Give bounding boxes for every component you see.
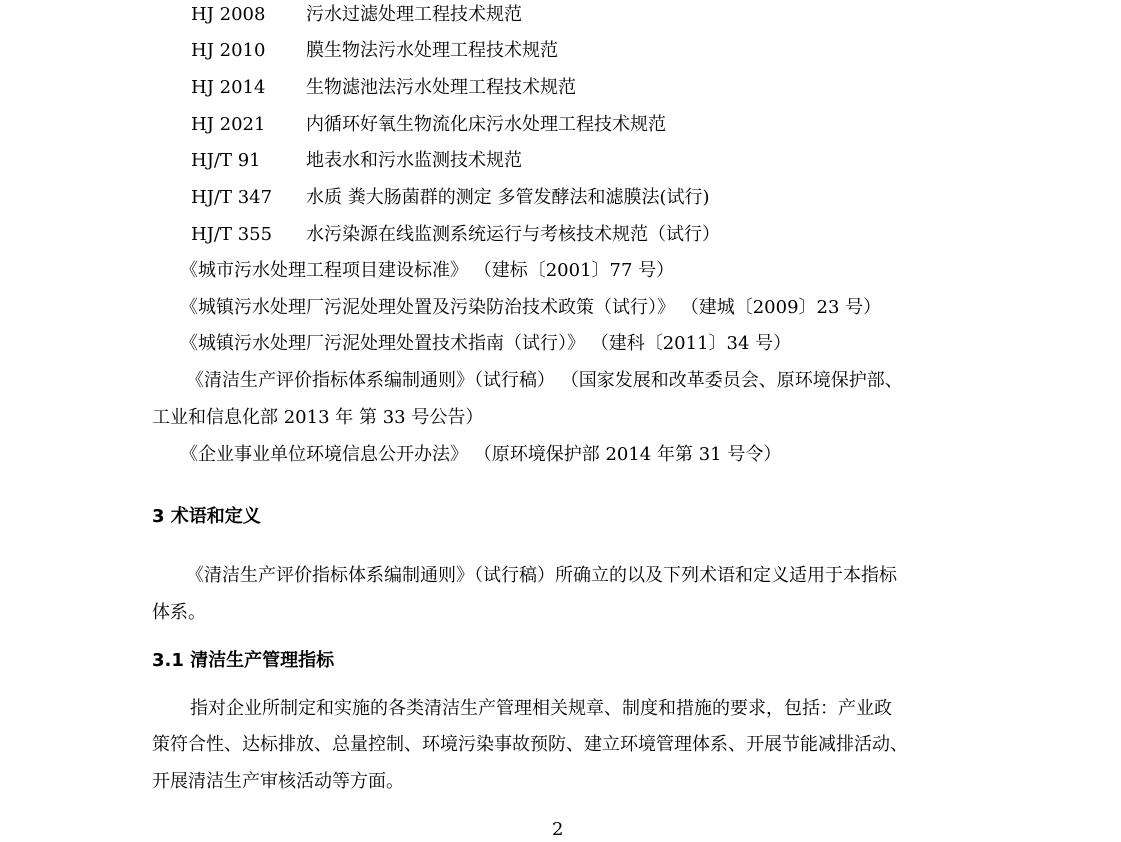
standard-title: 水质 粪大肠菌群的测定 多管发酵法和滤膜法(试行) [306, 187, 710, 208]
standard-code: HJ 2021 [191, 114, 266, 135]
standard-code: HJ 2014 [191, 77, 266, 98]
standard-title: 地表水和污水监测技术规范 [306, 150, 522, 171]
reference-document: 《清洁生产评价指标体系编制通则》（试行稿） （国家发展和改革委员会、原环境保护部、 [186, 370, 903, 391]
standard-code: HJ 2010 [191, 40, 266, 61]
standard-title: 生物滤池法污水处理工程技术规范 [306, 77, 576, 98]
standard-title: 污水过滤处理工程技术规范 [306, 4, 522, 25]
paragraph-line: 《清洁生产评价指标体系编制通则》（试行稿）所确立的以及下列术语和定义适用于本指标 [186, 565, 897, 586]
paragraph-line: 指对企业所制定和实施的各类清洁生产管理相关规章、制度和措施的要求，包括：产业政 [190, 698, 892, 719]
reference-document: 《企业事业单位环境信息公开办法》 （原环境保护部 2014 年第 31 号令） [180, 444, 782, 465]
reference-document: 《城镇污水处理厂污泥处理处置技术指南（试行）》 （建科〔2011〕34 号） [180, 333, 792, 354]
standard-title: 水污染源在线监测系统运行与考核技术规范（试行） [306, 224, 720, 245]
paragraph-line: 策符合性、达标排放、总量控制、环境污染事故预防、建立环境管理体系、开展节能减排活动、 [152, 734, 908, 755]
paragraph-line: 体系。 [152, 602, 206, 623]
standard-code: HJ 2008 [191, 4, 266, 25]
standard-title: 膜生物法污水处理工程技术规范 [306, 40, 558, 61]
reference-document: 《城市污水处理工程项目建设标准》 （建标〔2001〕77 号） [180, 260, 675, 281]
standard-title: 内循环好氧生物流化床污水处理工程技术规范 [306, 114, 666, 135]
standard-code: HJ/T 355 [191, 224, 273, 245]
page-number: 2 [552, 819, 564, 840]
reference-document: 《城镇污水处理厂污泥处理处置及污染防治技术政策（试行）》 （建城〔2009〕23 号） [180, 297, 882, 318]
standard-code: HJ/T 347 [191, 187, 273, 208]
section-heading: 3 术语和定义 [152, 506, 261, 527]
reference-document-continued: 工业和信息化部 2013 年 第 33 号公告） [152, 407, 484, 428]
paragraph-line: 开展清洁生产审核活动等方面。 [152, 771, 404, 792]
standard-code: HJ/T 91 [191, 150, 261, 171]
subsection-heading: 3.1 清洁生产管理指标 [152, 650, 335, 671]
